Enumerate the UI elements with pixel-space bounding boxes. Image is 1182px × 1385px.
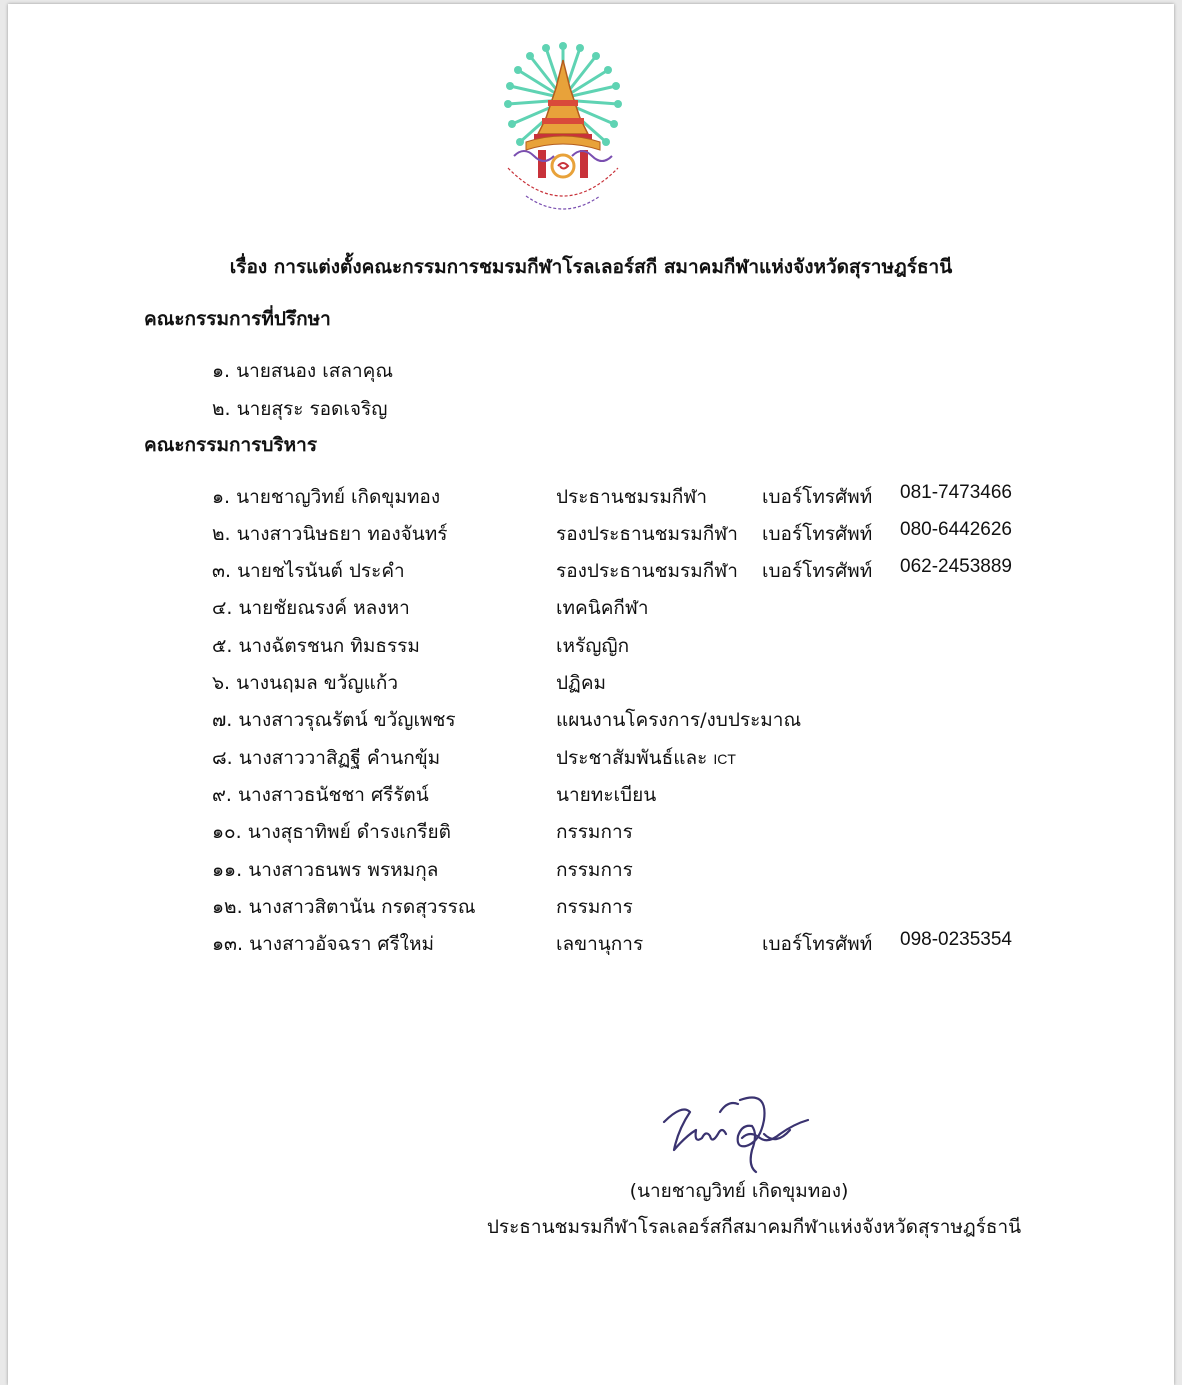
handwritten-signature-icon bbox=[656, 1090, 812, 1176]
member-name: ๖. นางนฤมล ขวัญแก้ว bbox=[212, 672, 399, 694]
member-name: ๑๐. นางสุธาทิพย์ ดำรงเกรียติ bbox=[212, 821, 451, 843]
member-name: ๙. นางสาวธนัชชา ศรีรัตน์ bbox=[212, 784, 429, 806]
member-phone: 098-0235354 bbox=[900, 929, 1012, 950]
member-row bbox=[8, 855, 1174, 885]
member-role-group bbox=[556, 743, 736, 773]
member-role: กรรมการ bbox=[556, 896, 633, 918]
member-role: รองประธานชมรมกีฬา bbox=[556, 523, 738, 545]
member-row bbox=[8, 631, 1174, 661]
phone-label: เบอร์โทรศัพท์ bbox=[762, 486, 873, 508]
member-role: เลขานุการ bbox=[556, 933, 644, 955]
member-phone: 080-6442626 bbox=[900, 519, 1012, 540]
member-role: รองประธานชมรมกีฬา bbox=[556, 560, 738, 582]
phone-label: เบอร์โทรศัพท์ bbox=[762, 523, 873, 545]
member-row bbox=[8, 556, 1174, 586]
document-title: เรื่อง การแต่งตั้งคณะกรรมการชมรมกีฬาโรลเลอร์สกี สมาคมกีฬาแห่งจังหวัดสุราษฎร์ธานี bbox=[229, 256, 953, 278]
school-emblem-icon bbox=[496, 38, 630, 228]
signatory-position: ประธานชมรมกีฬาโรลเลอร์สกีสมาคมกีฬาแห่งจังหวัดสุราษฎร์ธานี bbox=[486, 1216, 1022, 1238]
member-role: เหรัญญิก bbox=[556, 635, 630, 657]
phone-label: เบอร์โทรศัพท์ bbox=[762, 560, 873, 582]
member-name: ๑. นายชาญวิทย์ เกิดขุมทอง bbox=[212, 486, 441, 508]
member-name: ๒. นางสาวนิษธยา ทองจันทร์ bbox=[212, 523, 448, 545]
member-name: ๘. นางสาววาสิฏฐี คำนกขุ้ม bbox=[212, 747, 441, 769]
member-row bbox=[8, 482, 1174, 512]
member-phone: 062-2453889 bbox=[900, 556, 1012, 577]
member-role-suffix: ICT bbox=[713, 751, 736, 767]
member-row bbox=[8, 668, 1174, 698]
advisors-heading: คณะกรรมการที่ปรึกษา bbox=[144, 308, 331, 330]
member-row bbox=[8, 593, 1174, 623]
document-page bbox=[8, 4, 1174, 1385]
member-row bbox=[8, 780, 1174, 810]
member-role: แผนงานโครงการ/งบประมาณ bbox=[556, 709, 802, 731]
member-name: ๕. นางฉัตรชนก ทิมธรรม bbox=[212, 635, 420, 657]
signatory-name: (นายชาญวิทย์ เกิดขุมทอง) bbox=[629, 1180, 849, 1202]
executive-heading: คณะกรรมการบริหาร bbox=[144, 434, 318, 456]
member-name: ๔. นายชัยณรงค์ หลงหา bbox=[212, 597, 410, 619]
member-row bbox=[8, 817, 1174, 847]
phone-label: เบอร์โทรศัพท์ bbox=[762, 933, 873, 955]
member-phone: 081-7473466 bbox=[900, 482, 1012, 503]
member-role: กรรมการ bbox=[556, 859, 633, 881]
member-name: ๓. นายชไรนันต์ ประคำ bbox=[212, 560, 405, 582]
member-row bbox=[8, 743, 1174, 773]
member-row bbox=[8, 705, 1174, 735]
member-name: ๑๓. นางสาวอัจฉรา ศรีใหม่ bbox=[212, 933, 434, 955]
member-row bbox=[8, 929, 1174, 959]
member-role: ประชาสัมพันธ์และ bbox=[556, 747, 708, 769]
advisor-item: ๑. นายสนอง เสลาคุณ bbox=[212, 360, 393, 382]
member-name: ๑๒. นางสาวสิตานัน กรดสุวรรณ bbox=[212, 896, 476, 918]
member-name: ๑๑. นางสาวธนพร พรหมกุล bbox=[212, 859, 439, 881]
member-role: ปฏิคม bbox=[556, 672, 607, 694]
advisor-item: ๒. นายสุระ รอดเจริญ bbox=[212, 398, 388, 420]
member-role: เทคนิคกีฬา bbox=[556, 597, 649, 619]
member-name: ๗. นางสาวรุณรัตน์ ขวัญเพชร bbox=[212, 709, 456, 731]
member-row bbox=[8, 519, 1174, 549]
member-row bbox=[8, 892, 1174, 922]
member-role: ประธานชมรมกีฬา bbox=[556, 486, 708, 508]
member-role: นายทะเบียน bbox=[556, 784, 657, 806]
member-role: กรรมการ bbox=[556, 821, 633, 843]
